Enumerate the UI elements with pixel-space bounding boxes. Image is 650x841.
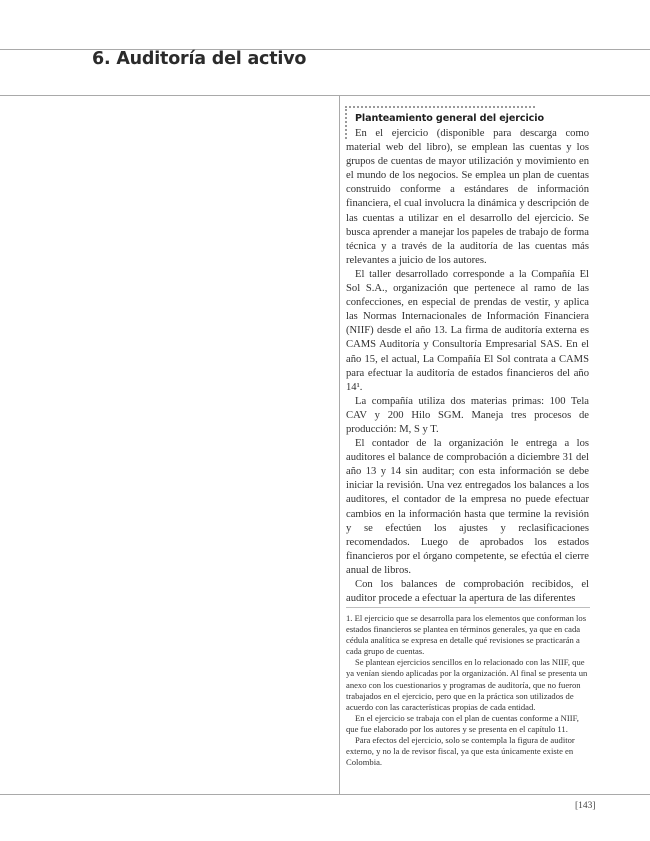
footnote: 1. El ejercicio que se desarrolla para los elementos que conforman los estados financieros se plantea en términos generales, ya que en cada cédula analítica se expresa en detalle qué revisiones se practicarán a cada grupo de cuentas. bbox=[346, 613, 587, 657]
body-paragraph: El contador de la organización le entrega a los auditores el balance de comprobación a diciembre 31 del año 13 y 14 sin auditar; con esta información se debe iniciar la revisión. Una vez entregados los balances a los auditores, el contador de la empresa no puede efectuar cambios en la información hasta que termine la revisión y se efectúen los ajustes y reclasificaciones recomendados. Luego de aprobados los estados financieros por el órgano competente, se efectúa el cierre anual de libros. bbox=[346, 438, 589, 576]
page-number: [143] bbox=[575, 801, 596, 811]
body-paragraph: Con los balances de comprobación recibidos, el auditor procede a efectuar la apertura de las diferentes bbox=[346, 579, 589, 605]
footer-rule bbox=[0, 794, 650, 795]
body-paragraph: El taller desarrollado corresponde a la Compañía El Sol S.A., organización que pertenece al ramo de las confecciones, en especial de prendas de vestir, y aplica las Normas Internacionales de Información Financiera (NIIF) desde el año 13. La firma de auditoría externa es CAMS Auditoría y Consultoría Empresarial SAS. En el año 15, el actual, La Compañía El Sol contrata a CAMS para efectuar la auditoría de estados financieros del año 14¹. bbox=[346, 268, 589, 393]
body-paragraph: La compañía utiliza dos materias primas: 100 Tela CAV y 200 Hilo SGM. Maneja tres procesos de producción: M, S y T. bbox=[346, 395, 589, 435]
section-title: Planteamiento general del ejercicio bbox=[355, 113, 544, 124]
footnote: Se plantean ejercicios sencillos en lo relacionado con las NIIF, que ya venían siendo aplicadas por la organización. Al final se presenta un anexo con los cuestionarios y programas de auditoría, que no fueron trabajados en el ejercicio, pero que en la práctica son utilizados de acuerdo con las características propias de cada entidad. bbox=[346, 657, 588, 712]
footnotes bbox=[346, 613, 590, 768]
footnote-rule bbox=[346, 607, 590, 608]
header-rule bbox=[0, 95, 650, 96]
body-text bbox=[346, 127, 589, 606]
footnote: Para efectos del ejercicio, solo se contempla la figura de auditor externo, y no la de revisor fiscal, ya que esta únicamente existe en Colombia. bbox=[346, 735, 575, 768]
chapter-title: 6. Auditoría del activo bbox=[92, 49, 307, 69]
column-divider bbox=[339, 96, 340, 794]
body-paragraph: En el ejercicio (disponible para descarga como material web del libro), se emplean las cuentas y los grupos de cuentas de mayor utilización y movimiento en el mundo de los negocios. Se emplea un plan de cuentas construido conforme a estándares de información financiera, el cual involucra la dinámica y descripción de las cuentas a utilizar en el desarrollo del ejercicio. Se busca aprender a manejar los papeles de trabajo de forma técnica y a través de la auditoría de las cuentas más relevantes a juicio de los autores. bbox=[346, 128, 589, 266]
footnote: En el ejercicio se trabaja con el plan de cuentas conforme a NIIF, que fue elaborado por los autores y se presenta en el capítulo 11. bbox=[346, 712, 579, 734]
section-dotted-rule bbox=[345, 106, 535, 108]
